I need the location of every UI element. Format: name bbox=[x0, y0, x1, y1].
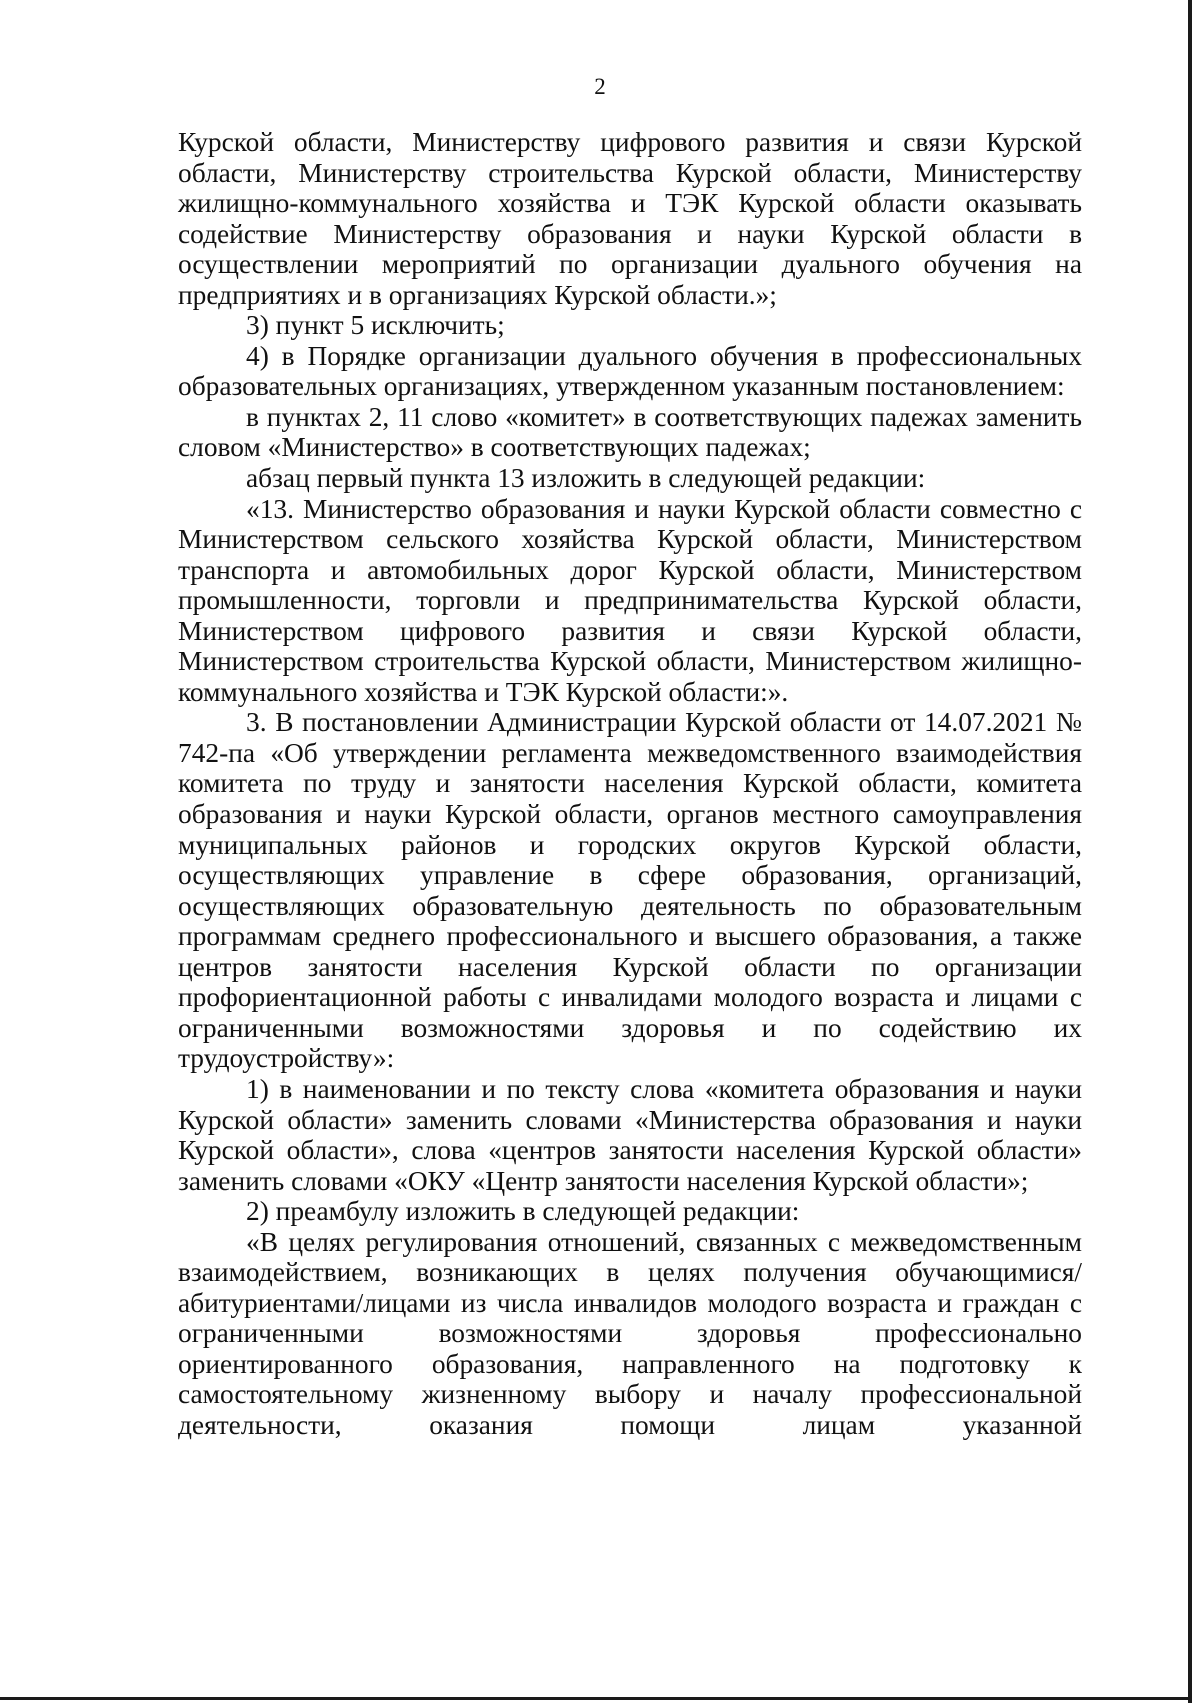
paragraph: 1) в наименовании и по тексту слова «комитета образования и науки Курской области» заменить словами «Министерства образования и науки Курской области», слова «центров занятости населения Курской области» заменить словами «ОКУ «Центр занятости населения Курской области»; bbox=[178, 1073, 1082, 1196]
paragraph: в пунктах 2, 11 слово «комитет» в соответствующих падежах заменить словом «Министерство» в соответствующих падежах; bbox=[178, 401, 1082, 463]
paragraph: 4) в Порядке организации дуального обучения в профессиональных образовательных организациях, утвержденном указанным постановлением: bbox=[178, 340, 1082, 402]
paragraph: Курской области, Министерству цифрового развития и связи Курской области, Министерству строительства Курской области, Министерству жилищно-коммунального хозяйства и ТЭК Курской области оказывать содействие Министерству образования и науки Курской области в осуществлении мероприятий по организации дуального обучения на предприятиях и в организациях Курской области.»; bbox=[178, 127, 1082, 310]
paragraph: абзац первый пункта 13 изложить в следующей редакции: bbox=[246, 463, 926, 494]
document-body bbox=[178, 127, 1082, 1441]
paragraph: «В целях регулирования отношений, связанных с межведомственным взаимодействием, возникающих в целях получения обучающимися/абитуриентами/лицами из числа инвалидов молодого возраста и граждан с ограниченными возможностями здоровья профессионально ориентированного образования, направленного на подготовку к самостоятельному жизненному выбору и началу профессиональной деятельности, оказания помощи лицам указанной bbox=[178, 1226, 1082, 1440]
scan-edge-bottom bbox=[0, 1697, 1192, 1700]
paragraph: «13. Министерство образования и науки Курской области совместно с Министерством сельского хозяйства Курской области, Министерством транспорта и автомобильных дорог Курской области, Министерством промышленности, торговли и предпринимательства Курской области, Министерством цифрового развития и связи Курской области, Министерством строительства Курской области, Министерством жилищно-коммунального хозяйства и ТЭК Курской области:». bbox=[178, 493, 1082, 707]
paragraph: 3) пункт 5 исключить; bbox=[246, 310, 505, 341]
scan-edge-right bbox=[1188, 0, 1192, 1703]
paragraph: 3. В постановлении Администрации Курской области от 14.07.2021 № 742-па «Об утверждении регламента межведомственного взаимодействия комитета по труду и занятости населения Курской области, комитета образования и науки Курской области, органов местного самоуправления муниципальных районов и городских округов Курской области, осуществляющих управление в сфере образования, организаций, осуществляющих образовательную деятельность по образовательным программам среднего профессионального и высшего образования, а также центров занятости населения Курской области по организации профориентационной работы с инвалидами молодого возраста и лицами с ограниченными возможностями здоровья и по содействию их трудоустройству»: bbox=[178, 707, 1082, 1074]
paragraph: 2) преамбулу изложить в следующей редакции: bbox=[246, 1196, 800, 1227]
page-number: 2 bbox=[594, 74, 606, 99]
